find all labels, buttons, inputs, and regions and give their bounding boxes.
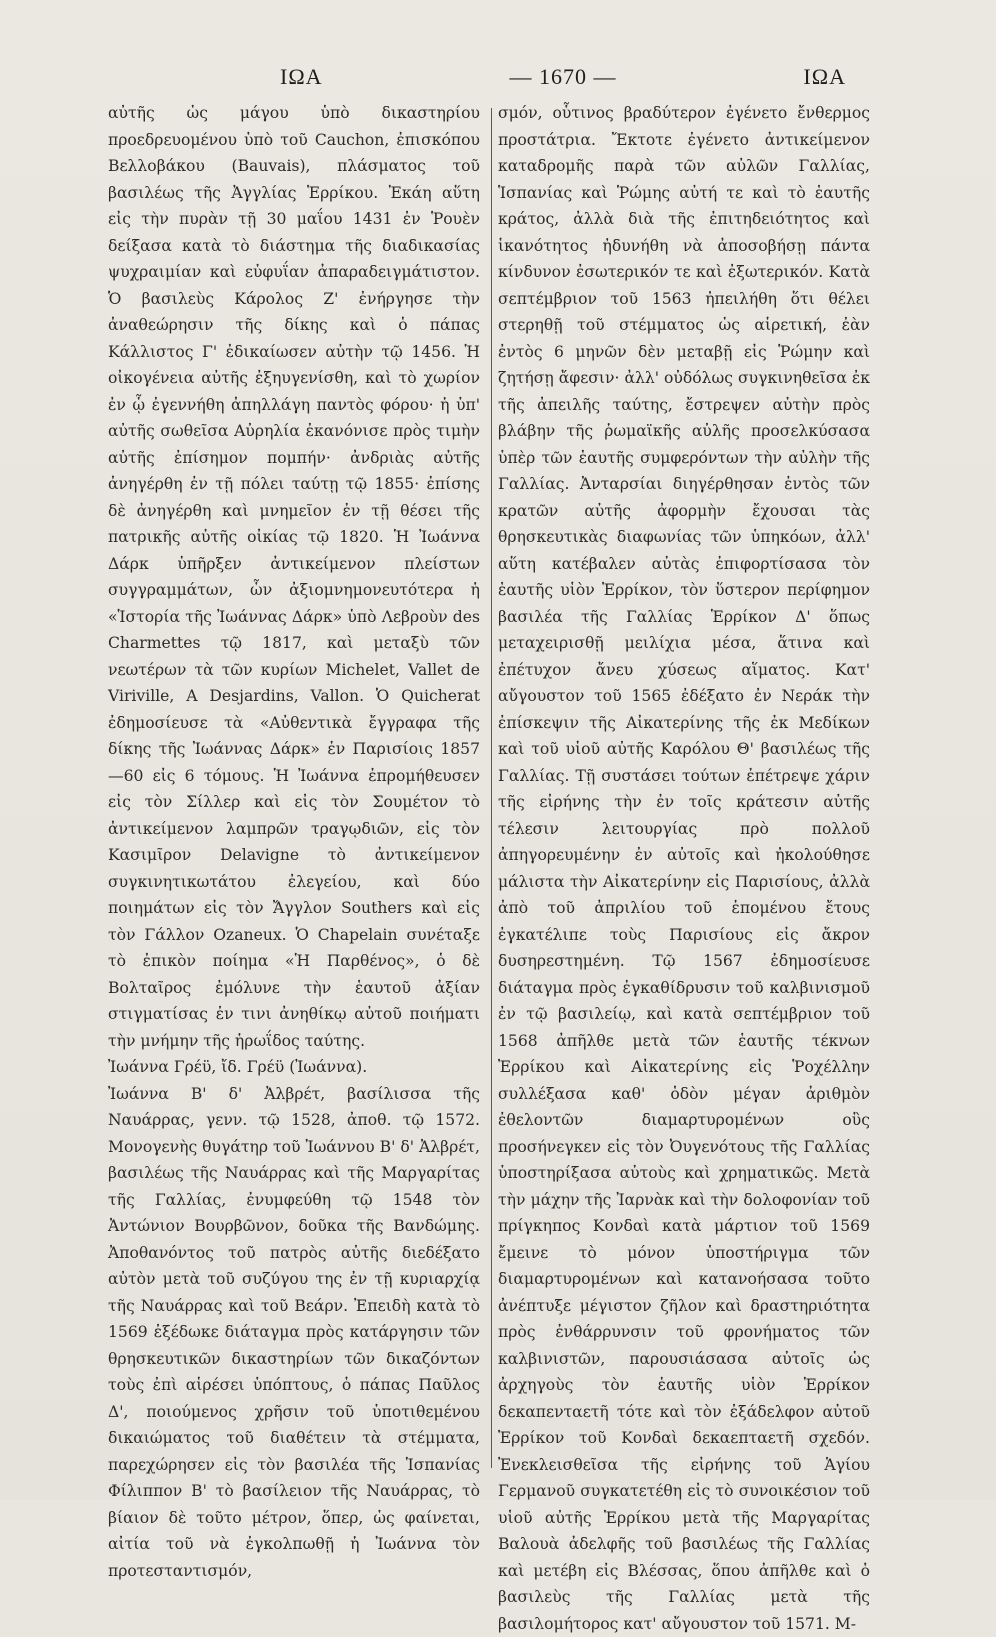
text-columns: [108, 100, 870, 1633]
header-right-keyword: ΙΩΑ: [803, 64, 846, 89]
paragraph-joanna-grey: Ἰωάννα Γρέϋ, ἴδ. Γρέϋ (Ἰωάννα).: [108, 1058, 368, 1076]
header-left-keyword: ΙΩΑ: [280, 64, 323, 89]
left-column: [108, 100, 480, 1580]
paragraph-jeanne-d-albret-continued: σμόν, οὗτινος βραδύτερον ἐγένετο ἔνθερμος προστάτρια. Ἔκτοτε ἐγένετο ἀντικείμενον καταδρομῆς παρὰ τῶν αὐλῶν Γαλλίας, Ἱσπανίας καὶ Ῥώμης αὐτή τε καὶ τὸ ἑαυτῆς κράτος, ἀλλὰ διὰ τῆς ἐπιτηδειότητος καὶ ἱκανότητος ἠδυνήθη νὰ ἀποσοβήσῃ πάντα κίνδυνον ἐσωτερικόν τε καὶ ἐξωτερικόν. Κατὰ σεπτέμβριον τοῦ 1563 ἠπειλήθη ὅτι θέλει στερηθῇ τοῦ στέμματος ὡς αἱρετική, ἐὰν ἐντὸς 6 μηνῶν δὲν μεταβῇ εἰς Ῥώμην καὶ ζητήσῃ ἄφεσιν· ἀλλ' οὐδόλως συγκινηθεῖσα ἐκ τῆς ἀπειλῆς ταύτης, ἔστρεψεν αὐτὴν πρὸς βλάβην τῆς ῥωμαϊκῆς αὐλῆς προσελκύσασα ὑπὲρ τῶν ἑαυτῆς συμφερόντων τὴν αὐλὴν τῆς Γαλλίας. Ἀνταρσίαι διηγέρθησαν ἐντὸς τῶν κρατῶν αὐτῆς ἀφορμὴν ἔχουσαι τὰς θρησκευτικὰς διαφωνίας τῶν ὑπηκόων, ἀλλ' αὕτη κατέβαλεν αὐτὰς ἐπιφορτίσασα τὸν ἑαυτῆς υἱὸν Ἑρρίκον, τὸν ὕστερον περίφημον βασιλέα τῆς Γαλλίας Ἑρρίκον Δ' ὅπως μεταχειρισθῇ μειλίχια μέσα, ἅτινα καὶ ἐπέτυχον ἄνευ χύσεως αἵματος. Κατ' αὔγουστον τοῦ 1565 ἐδέξατο ἐν Νεράκ τὴν ἐπίσκεψιν τῆς Αἰκατερίνης τῆς ἐκ Μεδίκων καὶ τοῦ υἱοῦ αὐτῆς Καρόλου Θ' βασιλέως τῆς Γαλλίας. Τῇ συστάσει τούτων ἐπέτρεψε χάριν τῆς εἰρήνης τὴν ἐν τοῖς κράτεσιν αὐτῆς τέλεσιν λειτουργίας πρὸ πολλοῦ ἀπηγορευμένην ἐν αὐτοῖς καὶ ἠκολούθησε μάλιστα τὴν Αἰκατερίνην εἰς Παρισίους, ἀλλὰ ἀπὸ τοῦ ἀπριλίου τοῦ ἑπομένου ἔτους ἐγκατέλιπε τοὺς Παρισίους εἰς ἄκρον δυσηρεστημένη. Τῷ 1567 ἐδημοσίευσε διάταγμα πρὸς ἐγκαθίδρυσιν τοῦ καλβινισμοῦ ἐν τῷ βασιλείῳ, καὶ κατὰ σεπτέμβριον τοῦ 1568 ἀπῆλθε μετὰ τῶν ἑαυτῆς τέκνων Ἑρρίκου καὶ Αἰκατερίνης εἰς Ῥοχέλλην συλλέξασα καθ' ὁδὸν μέγαν ἀριθμὸν ἐθελοντῶν διαμαρτυρομένων οὓς προσήνεγκεν εἰς τὸν Ὀυγενότους τῆς Γαλλίας ὑποστηρίξασα αὐτοὺς καὶ χρηματικῶς. Μετὰ τὴν μάχην τῆς Ἰαρνὰκ καὶ τὴν δολοφονίαν τοῦ πρίγκηπος Κονδαὶ κατὰ μάρτιον τοῦ 1569 ἔμεινε τὸ μόνον ὑποστήριγμα τῶν διαμαρτυρομένων καὶ κατανοήσασα τοῦτο ἀνέπτυξε μέγιστον ζῆλον καὶ δραστηριότητα πρὸς ἐνθάρρυνσιν τοῦ φρονήματος τῶν καλβινιστῶν, παρουσιάσασα αὐτοῖς ὡς ἀρχηγοὺς τὸν ἑαυτῆς υἱὸν Ἑρρίκον δεκαπενταετῆ τότε καὶ τὸν ἐξάδελφον αὐτοῦ Ἑρρίκον τοῦ Κονδαὶ δεκαεπταετῆ σχεδόν. Ἐνεκλεισθεῖσα τῆς εἰρήνης τοῦ Ἁγίου Γερμανοῦ συγκατετέθη εἰς τὸ συνοικέσιον τοῦ υἱοῦ αὐτῆς Ἑρρίκου μετὰ τῆς Μαργαρίτας Βαλουὰ ἀδελφῆς τοῦ βασιλέως τῆς Γαλλίας καὶ μετέβη εἰς Βλέσσας, ὅπου ἀπῆλθε καὶ ὁ βασιλεὺς τῆς Γαλλίας μετὰ τῆς βασιλομήτορος κατ' αὔγουστον τοῦ 1571. Μ-: [498, 104, 870, 1633]
right-column: [498, 100, 870, 1633]
running-header: [110, 62, 846, 92]
paragraph-jeanne-d-albret: Ἰωάννα Β' δ' Ἀλβρέτ, βασίλισσα τῆς Ναυάρρας, γενν. τῷ 1528, ἀποθ. τῷ 1572. Μονογενὴς θυγάτηρ τοῦ Ἰωάννου Β' δ' Ἀλβρέτ, βασιλέως τῆς Ναυάρρας καὶ τῆς Μαργαρίτας τῆς Γαλλίας, ἐνυμφεύθη τῷ 1548 τὸν Ἀντώνιον Βουρβῶνον, δοῦκα τῆς Βανδώμης. Ἀποθανόντος τοῦ πατρὸς αὐτῆς διεδέξατο αὐτὸν μετὰ τοῦ συζύγου της ἐν τῇ κυριαρχίᾳ τῆς Ναυάρρας καὶ τοῦ Βεάρν. Ἐπειδὴ κατὰ τὸ 1569 ἐξέδωκε διάταγμα πρὸς κατάργησιν τῶν θρησκευτικῶν δικαστηρίων τῶν δικαζόντων τοὺς ἐπὶ αἱρέσει ὑπόπτους, ὁ πάπας Παῦλος Δ', ποιούμενος χρῆσιν τοῦ ὑποτιθεμένου δικαιώματος τοῦ διαθέτειν τὰ στέμματα, παρεχώρησεν εἰς τὸν βασιλέα τῆς Ἱσπανίας Φίλιππον Β' τὸ βασίλειον τῆς Ναυάρρας, τὸ βίαιον δὲ τοῦτο μέτρον, ὅπερ, ὡς φαίνεται, αἰτία τοῦ νὰ ἐγκολπωθῇ ἡ Ἰωάννα τὸν προτεσταντισμόν,: [108, 1084, 480, 1580]
page-number: — 1670 —: [509, 64, 617, 89]
paragraph-joan-of-arc-continued: αὐτῆς ὡς μάγου ὑπὸ δικαστηρίου προεδρευομένου ὑπὸ τοῦ Cauchon, ἐπισκόπου Βελλοβάκου (Bauvais), πλάσματος τοῦ βασιλέως τῆς Ἀγγλίας Ἑρρίκου. Ἐκάη αὕτη εἰς τὴν πυρὰν τῇ 30 μαΐου 1431 ἐν Ῥουὲν δείξασα κατὰ τὸ διάστημα τῆς διαδικασίας ψυχραιμίαν καὶ εὐφυΐαν ἀπαραδειγμάτιστον. Ὁ βασιλεὺς Κάρολος Ζ' ἐνήργησε τὴν ἀναθεώρησιν τῆς δίκης καὶ ὁ πάπας Κάλλιστος Γ' ἐδικαίωσεν αὐτὴν τῷ 1456. Ἡ οἰκογένεια αὐτῆς ἐξηυγενίσθη, καὶ τὸ χωρίον ἐν ᾧ ἐγεννήθη ἀπηλλάγη παντὸς φόρου· ἡ ὑπ' αὐτῆς σωθεῖσα Αὐρηλία ἐκανόνισε πρὸς τιμὴν αὐτῆς ἐπίσημον πομπήν· ἀνδριὰς αὐτῆς ἀνηγέρθη ἐν τῇ πόλει ταύτῃ τῷ 1855· ἐπίσης δὲ ἀνηγέρθη καὶ μνημεῖον ἐν τῇ θέσει τῆς πατρικῆς αὐτῆς οἰκίας τῷ 1820. Ἡ Ἰωάννα Δάρκ ὑπῆρξεν ἀντικείμενον πλείστων συγγραμμάτων, ὧν ἀξιομνημονευτότερα ἡ «Ἱστορία τῆς Ἰωάννας Δάρκ» ὑπὸ Λεβροὺν des Charmettes τῷ 1817, καὶ μεταξὺ τῶν νεωτέρων τὰ τῶν κυρίων Michelet, Vallet de Viriville, A Desjardins, Vallon. Ὁ Quicherat ἐδημοσίευσε τὰ «Αὐθεντικὰ ἔγγραφα τῆς δίκης τῆς Ἰωάννας Δάρκ» ἐν Παρισίοις 1857—60 εἰς 6 τόμους. Ἡ Ἰωάννα ἐπρομήθευσεν εἰς τὸν Σίλλερ καὶ εἰς τὸν Σουμέτον τὸ ἀντικείμενον λαμπρῶν τραγῳδιῶν, εἰς τὸν Κασιμῖρον Delavigne τὸ ἀντικείμενον συγκινητικωτάτου ἐλεγείου, καὶ δύο ποιημάτων εἰς τὸν Ἄγγλον Southers καὶ εἰς τὸν Γάλλον Ozaneux. Ὁ Chapelain συνέταξε τὸ ἐπικὸν ποίημα «Ἡ Παρθένος», ὁ δὲ Βολταῖρος ἐμόλυνε τὴν ἑαυτοῦ ἀξίαν στιγματίσας ἐν τινι ἀνηθίκῳ αὐτοῦ ποιήματι τὴν μνήμην τῆς ἡρωΐδος ταύτης.: [108, 104, 480, 1050]
